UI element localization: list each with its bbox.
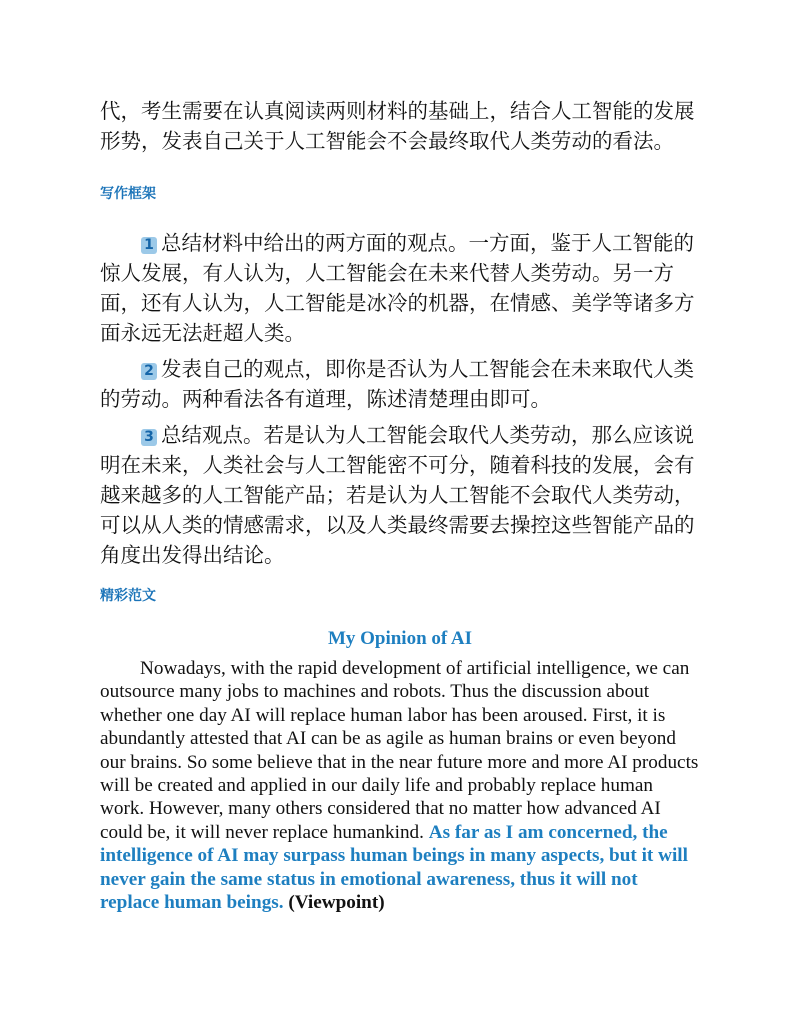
framework-list [100,228,700,570]
number-badge-3: 3 [141,429,157,446]
sample-heading: 精彩范文 [100,588,156,604]
framework-item-3 [100,420,700,570]
essay-plain-text: Nowadays, with the rapid development of artificial intelligence, we can outsource many jobs to machines and robots. Thus the discussion about whether one day AI will replace human labor has been aroused. First, it is abundantly attested that AI can be as agile as human brains or even beyond our brains. So some believe that in the near future more and more AI products will be created and applied in our daily life and probably replace human work. However, many others considered that no matter how advanced AI could be, it will never replace humankind. [100,658,699,843]
framework-heading: 写作框架 [100,186,156,202]
framework-item-2 [100,354,700,414]
essay-highlight-text: As far as I am concerned, the intelligence of AI may surpass human beings in many aspects, but it will never gain the same status in emotional awareness, thus it will not replace human beings. [100,821,688,914]
framework-item-text: 总结材料中给出的两方面的观点。一方面，鉴于人工智能的惊人发展，有人认为，人工智能会在未来代替人类劳动。另一方面，还有人认为，人工智能是冰冷的机器，在情感、美学等诸多方面永远无法赶超人类。 [100,231,695,345]
intro-paragraph [100,96,700,156]
number-badge-1: 1 [141,237,157,254]
essay-body [100,657,700,914]
framework-item-1 [100,228,700,348]
intro-text: 代，考生需要在认真阅读两则材料的基础上，结合人工智能的发展形势，发表自己关于人工智能会不会最终取代人类劳动的看法。 [100,99,695,153]
viewpoint-label: (Viewpoint) [283,892,385,914]
number-badge-2: 2 [141,363,157,380]
framework-item-text: 发表自己的观点，即你是否认为人工智能会在未来取代人类的劳动。两种看法各有道理，陈述清楚理由即可。 [100,357,694,411]
framework-item-text: 总结观点。若是认为人工智能会取代人类劳动，那么应该说明在未来，人类社会与人工智能密不可分，随着科技的发展，会有越来越多的人工智能产品；若是认为人工智能不会取代人类劳动，可以从人类的情感需求，以及人类最终需要去操控这些智能产品的角度出发得出结论。 [100,423,695,567]
essay-title: My Opinion of AI [327,628,473,649]
essay-paragraph [100,657,700,914]
